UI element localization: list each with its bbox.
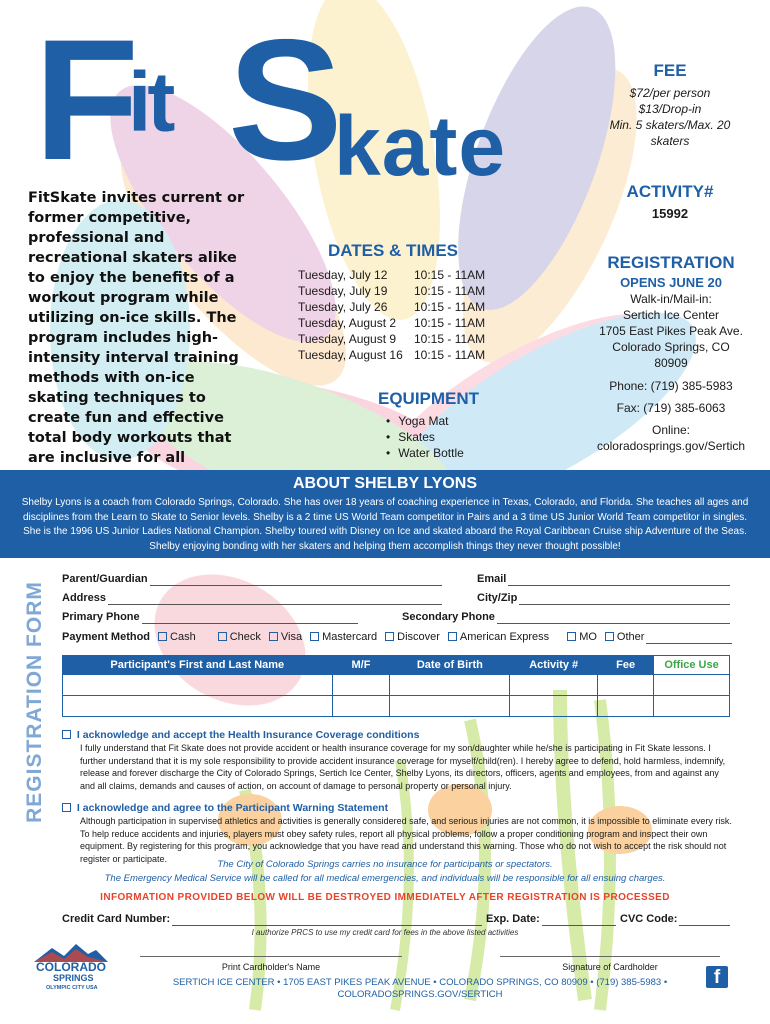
cash-checkbox[interactable]: [158, 632, 167, 641]
date-row: [298, 331, 488, 347]
ems-note: The Emergency Medical Service will be called for all medical emergencies, and individuals will be responsible for all ensuing charges.: [104, 873, 666, 884]
table-cell[interactable]: [510, 696, 598, 717]
payment-option: Mastercard: [322, 631, 378, 643]
credit-card-field[interactable]: [62, 912, 482, 926]
health-ack-heading: I acknowledge and accept the Health Insurance Coverage conditions: [76, 729, 420, 741]
destroy-warning: INFORMATION PROVIDED BELOW WILL BE DESTROYED IMMEDIATELY AFTER REGISTRATION IS PROCESSED: [100, 892, 670, 903]
footer-address: SERTICH ICE CENTER • 1705 EAST PIKES PEAK AVENUE • COLORADO SPRINGS, CO 80909 • (719) 385-5983 • COLORADOSPRINGS.GOV/SERTICH: [172, 977, 668, 1000]
registration-phone: Phone: (719) 385-5983: [609, 379, 733, 393]
table-cell[interactable]: [332, 696, 390, 717]
check-checkbox[interactable]: [218, 632, 227, 641]
payment-option: American Express: [459, 631, 550, 643]
fitskate-title: [34, 4, 534, 196]
dates-heading: DATES & TIMES: [327, 241, 459, 260]
warning-ack-checkbox[interactable]: [62, 803, 71, 812]
registration-section: [586, 254, 756, 454]
activity-number: 15992: [651, 206, 689, 221]
table-cell[interactable]: [598, 675, 654, 696]
address-field[interactable]: [62, 591, 442, 605]
fee-section: [600, 62, 740, 149]
time-value: 10:15 - 11AM: [414, 348, 486, 362]
table-cell[interactable]: [332, 675, 390, 696]
table-cell[interactable]: [63, 696, 333, 717]
health-ack-body: I fully understand that Fit Skate does not provide accident or health insurance coverage for my son/daughter while he/she is participating in Fit Skate lessons. I further understand that it is my sole responsibility to provide accident insurance coverage for myself/child(ren). I hereby agree to defend, hold harmless, indemnify, release and forever discharge the City of Colorado Springs, Sertich Ice Center, Shelby Lyons, its directors, officers, agents and employees, from and against any and all claims, demands and causes of action, on account of damage to personal property or personal injury.: [80, 743, 726, 791]
city-zip-field[interactable]: [477, 591, 730, 605]
table-cell[interactable]: [390, 675, 510, 696]
amex-checkbox[interactable]: [448, 632, 457, 641]
about-heading: ABOUT SHELBY LYONS: [292, 475, 478, 492]
dates-times-section: [298, 242, 488, 363]
health-ack-checkbox[interactable]: [62, 730, 71, 739]
health-insurance-ack: [62, 728, 732, 792]
equipment-item: • Skates: [386, 429, 508, 445]
col-office-use: Office Use: [654, 656, 730, 675]
signature-label: Signature of Cardholder: [562, 962, 658, 972]
time-value: 10:15 - 11AM: [414, 284, 486, 298]
city-zip-label: City/Zip: [477, 592, 518, 604]
time-value: 10:15 - 11AM: [414, 316, 486, 330]
equipment-item: • Water Bottle: [386, 445, 508, 461]
registration-line: Sertich Ice Center: [622, 308, 720, 322]
about-banner: [0, 470, 770, 558]
side-title-text: REGISTRATION FORM: [23, 581, 46, 823]
date-row: [298, 267, 488, 283]
title-kate: kate: [334, 99, 507, 193]
table-cell: [654, 696, 730, 717]
logo-line2: SPRINGS: [53, 973, 94, 983]
col-dob: Date of Birth: [390, 656, 510, 675]
fee-line: skaters: [650, 134, 690, 148]
table-cell[interactable]: [390, 696, 510, 717]
signature-line[interactable]: [500, 945, 720, 957]
table-cell[interactable]: [63, 675, 333, 696]
date-value: Tuesday, August 2: [298, 316, 397, 330]
payment-option: MO: [579, 631, 597, 643]
parent-label: Parent/Guardian: [62, 573, 148, 585]
activity-heading: ACTIVITY#: [626, 182, 714, 201]
col-name: Participant's First and Last Name: [63, 656, 333, 675]
authorize-text: I authorize PRCS to use my credit card for fees in the above listed activities: [251, 928, 519, 937]
exp-date-field[interactable]: [486, 912, 616, 926]
table-row: [63, 675, 730, 696]
colorado-springs-logo: [30, 942, 110, 998]
registration-online-url[interactable]: coloradosprings.gov/Sertich: [596, 439, 746, 453]
date-value: Tuesday, August 16: [298, 348, 403, 362]
date-value: Tuesday, July 26: [298, 300, 388, 314]
registration-fax: Fax: (719) 385-6063: [616, 401, 726, 415]
secondary-phone-field[interactable]: [402, 610, 730, 624]
print-name-label: Print Cardholder's Name: [221, 962, 321, 972]
email-label: Email: [477, 573, 507, 585]
about-text: Shelby Lyons is a coach from Colorado Springs, Colorado. She has over 18 years of coaching experience in Texas, Colorado, and Florida. She teaches all ages and disciplines from the Learn to Skate to Senior levels. Shelby is a 2 time US World Team competitor in Pairs and a 3 time US Junior World Team competitor in singles. She is the 1996 US Junior Ladies National Champion. Shelby toured with Disney on Ice and skated aboard the Royal Caribbean Cruise ship Adventure of the Seas. Shelby enjoying bonding with her skaters and helping them accomplish things they never thought possible!: [21, 497, 749, 552]
registration-line: 80909: [654, 356, 688, 370]
secondary-phone-label: Secondary Phone: [402, 611, 495, 623]
warning-ack-body: Although participation in supervised athletics and activities is generally considered safe, and serious injuries are not common, it is impossible to eliminate every risk. To help reduce accidents and injuries, players must obey safety rules, report all physical problems, follow a proper conditioning program and inspect their own equipment. By registering for this program, you acknowledge that you have read and understand this warning. Those who do not wish to accept the risk should not register or participate.: [80, 816, 732, 864]
col-activity: Activity #: [510, 656, 598, 675]
registration-line: 1705 East Pikes Peak Ave.: [599, 324, 743, 338]
payment-method-row: [62, 630, 732, 644]
registration-heading: REGISTRATION: [607, 253, 735, 272]
address-label: Address: [62, 592, 107, 604]
insurance-note: The City of Colorado Springs carries no insurance for participants or spectators.: [217, 859, 553, 870]
equipment-heading: EQUIPMENT: [378, 389, 480, 408]
date-row: [298, 347, 488, 363]
warning-ack-heading: I acknowledge and agree to the Participant Warning Statement: [76, 802, 389, 814]
fee-line: Min. 5 skaters/Max. 20: [609, 118, 731, 132]
participant-table: [62, 655, 730, 717]
registration-line: Walk-in/Mail-in:: [630, 292, 712, 306]
registration-form-side-title: [18, 572, 52, 832]
date-value: Tuesday, July 19: [298, 284, 388, 298]
table-cell[interactable]: [598, 696, 654, 717]
time-value: 10:15 - 11AM: [414, 300, 486, 314]
payment-option: Cash: [170, 631, 196, 643]
table-row: [63, 696, 730, 717]
logo-line1: COLORADO: [36, 960, 106, 974]
participant-warning-ack: [62, 801, 732, 865]
payment-option: Discover: [397, 631, 440, 643]
equipment-item: • Yoga Mat: [386, 413, 508, 429]
time-value: 10:15 - 11AM: [414, 332, 486, 346]
mo-checkbox[interactable]: [567, 632, 576, 641]
visa-checkbox[interactable]: [269, 632, 278, 641]
title-it: it: [128, 55, 172, 149]
cardholder-name-line[interactable]: [140, 945, 402, 957]
payment-option: Other: [616, 631, 645, 643]
email-field[interactable]: [477, 572, 730, 586]
registration-line: Colorado Springs, CO: [612, 340, 730, 354]
date-row: [298, 283, 488, 299]
primary-phone-field[interactable]: [62, 610, 358, 624]
registration-online-label: Online:: [651, 423, 691, 437]
equipment-section: [378, 390, 508, 461]
date-value: Tuesday, August 9: [298, 332, 397, 346]
payment-option: Check: [229, 631, 261, 643]
fee-line: $72/per person: [629, 86, 711, 100]
title-f: F: [34, 4, 132, 196]
facebook-icon[interactable]: f: [706, 966, 728, 988]
col-fee: Fee: [598, 656, 654, 675]
exp-label: Exp. Date:: [486, 913, 540, 925]
card-number-label: Credit Card Number:: [62, 913, 171, 925]
primary-phone-label: Primary Phone: [62, 611, 140, 623]
cvc-field[interactable]: [620, 912, 730, 926]
fee-line: $13/Drop-in: [638, 102, 702, 116]
table-cell[interactable]: [510, 675, 598, 696]
cvc-label: CVC Code:: [620, 913, 678, 925]
payment-label: Payment Method: [62, 631, 151, 643]
title-s: S: [228, 4, 343, 196]
discover-checkbox[interactable]: [385, 632, 394, 641]
col-mf: M/F: [332, 656, 390, 675]
logo-line3: OLYMPIC CITY USA: [46, 985, 98, 991]
date-row: [298, 299, 488, 315]
activity-section: [600, 183, 740, 222]
time-value: 10:15 - 11AM: [414, 268, 486, 282]
date-row: [298, 315, 488, 331]
table-cell: [654, 675, 730, 696]
intro-text: FitSkate invites current or former competitive, professional and recreational skaters alike to enjoy the benefits of a workout program while utilizing on-ice skills. The program includes high-intensity interval training methods with on-ice skating techniques to create fun and effective total body workouts that are inclusive for all: [28, 190, 245, 466]
parent-field[interactable]: [62, 572, 442, 586]
payment-option: Visa: [280, 631, 303, 643]
fee-heading: FEE: [653, 61, 687, 80]
date-value: Tuesday, July 12: [298, 268, 388, 282]
other-checkbox[interactable]: [605, 632, 614, 641]
registration-opens: OPENS JUNE 20: [620, 275, 722, 290]
mastercard-checkbox[interactable]: [310, 632, 319, 641]
